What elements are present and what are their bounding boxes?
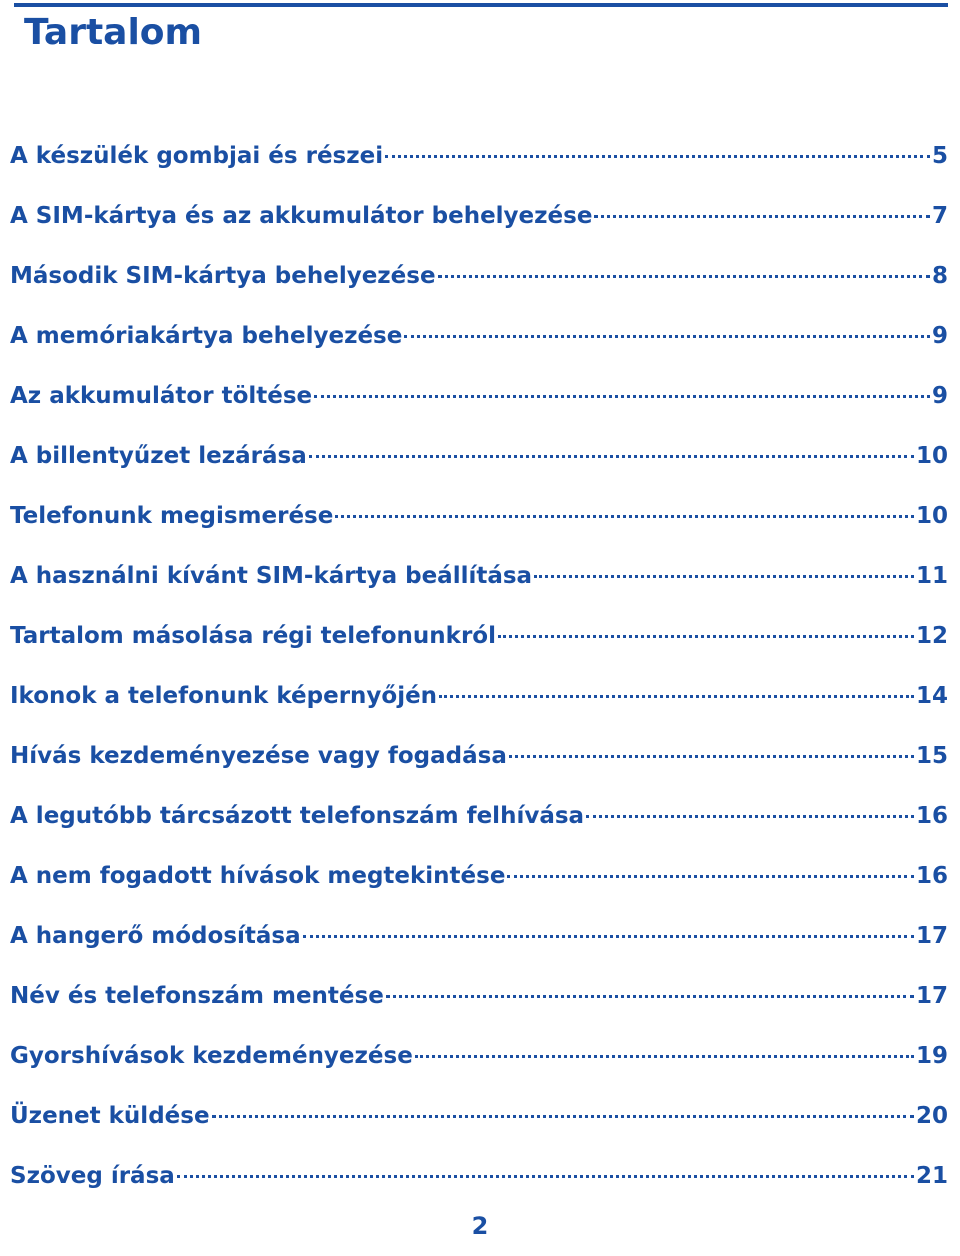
dot-leader	[509, 755, 914, 758]
toc-entry-page: 16	[915, 803, 948, 829]
toc-entry-label: Telefonunk megismerése	[10, 503, 334, 529]
toc-entry-page: 11	[915, 563, 948, 589]
toc-entry[interactable]	[10, 366, 948, 426]
toc-entry[interactable]	[10, 786, 948, 846]
toc-entry-page: 10	[915, 443, 948, 469]
toc-entry[interactable]	[10, 666, 948, 726]
toc-entry[interactable]	[10, 726, 948, 786]
top-rule	[14, 3, 948, 7]
toc-entry-page: 17	[915, 923, 948, 949]
toc-entry-label: Ikonok a telefonunk képernyőjén	[10, 683, 438, 709]
toc-entry[interactable]	[10, 846, 948, 906]
dot-leader	[386, 995, 914, 998]
dot-leader	[507, 875, 914, 878]
dot-leader	[534, 575, 914, 578]
dot-leader	[498, 635, 914, 638]
dot-leader	[177, 1175, 914, 1178]
dot-leader	[314, 395, 930, 398]
dot-leader	[385, 155, 930, 158]
toc-entry[interactable]	[10, 966, 948, 1026]
toc-entry-label: Hívás kezdeményezése vagy fogadása	[10, 743, 507, 769]
toc-entry[interactable]	[10, 1146, 948, 1206]
toc-entry[interactable]	[10, 306, 948, 366]
toc-entry-label: A készülék gombjai és részei	[10, 143, 384, 169]
toc-entry[interactable]	[10, 1086, 948, 1146]
toc-entry[interactable]	[10, 426, 948, 486]
dot-leader	[303, 935, 914, 938]
toc-entry-page: 20	[915, 1103, 948, 1129]
toc-entry-page: 21	[915, 1163, 948, 1189]
table-of-contents	[10, 126, 948, 1206]
dot-leader	[309, 455, 914, 458]
dot-leader	[594, 215, 930, 218]
toc-entry-page: 5	[931, 143, 948, 169]
toc-entry-label: Az akkumulátor töltése	[10, 383, 313, 409]
toc-entry[interactable]	[10, 606, 948, 666]
toc-entry-page: 19	[915, 1043, 948, 1069]
toc-entry-label: A legutóbb tárcsázott telefonszám felhívása	[10, 803, 585, 829]
toc-entry-page: 16	[915, 863, 948, 889]
toc-entry-label: Üzenet küldése	[10, 1103, 210, 1129]
toc-entry[interactable]	[10, 1026, 948, 1086]
toc-entry[interactable]	[10, 246, 948, 306]
toc-entry[interactable]	[10, 906, 948, 966]
toc-entry-page: 12	[915, 623, 948, 649]
toc-entry-page: 17	[915, 983, 948, 1009]
page-number: 2	[471, 1212, 489, 1240]
toc-entry[interactable]	[10, 546, 948, 606]
toc-entry[interactable]	[10, 186, 948, 246]
toc-entry-label: A nem fogadott hívások megtekintése	[10, 863, 506, 889]
toc-entry-page: 8	[931, 263, 948, 289]
dot-leader	[404, 335, 930, 338]
toc-entry-page: 9	[931, 383, 948, 409]
dot-leader	[439, 695, 914, 698]
dot-leader	[335, 515, 914, 518]
dot-leader	[438, 275, 930, 278]
toc-entry-label: Szöveg írása	[10, 1163, 175, 1189]
toc-entry-page: 10	[915, 503, 948, 529]
dot-leader	[415, 1055, 914, 1058]
toc-entry-label: Gyorshívások kezdeményezése	[10, 1043, 413, 1069]
toc-entry-page: 14	[915, 683, 948, 709]
dot-leader	[586, 815, 914, 818]
toc-entry-label: A memóriakártya behelyezése	[10, 323, 403, 349]
toc-entry[interactable]	[10, 486, 948, 546]
toc-entry[interactable]	[10, 126, 948, 186]
toc-entry-label: A hangerő módosítása	[10, 923, 301, 949]
toc-entry-label: A használni kívánt SIM-kártya beállítása	[10, 563, 533, 589]
toc-entry-label: Tartalom másolása régi telefonunkról	[10, 623, 496, 649]
toc-entry-page: 15	[915, 743, 948, 769]
page-title: Tartalom	[24, 12, 203, 53]
toc-entry-label: A SIM-kártya és az akkumulátor behelyezése	[10, 203, 593, 229]
toc-entry-page: 7	[931, 203, 948, 229]
toc-entry-label: A billentyűzet lezárása	[10, 443, 307, 469]
dot-leader	[212, 1115, 914, 1118]
toc-entry-label: Név és telefonszám mentése	[10, 983, 384, 1009]
toc-entry-label: Második SIM-kártya behelyezése	[10, 263, 436, 289]
toc-entry-page: 9	[931, 323, 948, 349]
